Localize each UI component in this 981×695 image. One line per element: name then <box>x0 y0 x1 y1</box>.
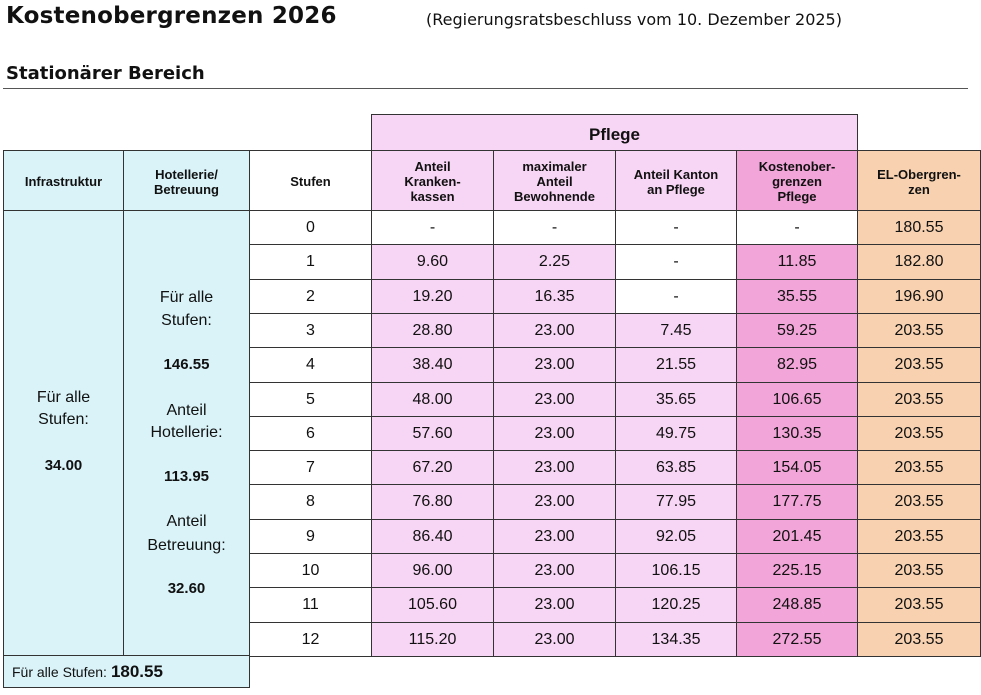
anteil-kanton-cell: 35.65 <box>615 382 737 417</box>
max-bewohnende-cell: 23.00 <box>493 484 616 520</box>
header-hotellerie-line: Betreuung <box>154 181 219 197</box>
header-kostenobergrenzen-line: Pflege <box>777 189 817 204</box>
hotellerie-merged-cell <box>123 210 250 656</box>
anteil-kanton-cell: - <box>615 279 737 314</box>
max-bewohnende-cell: 23.00 <box>493 416 616 451</box>
stufe-cell: 11 <box>249 587 372 623</box>
header-kostenobergrenzen-line: grenzen <box>772 174 822 189</box>
header-anteil-kanton <box>615 150 737 211</box>
kostenobergrenze-cell: 130.35 <box>736 416 858 451</box>
max-bewohnende-cell: 23.00 <box>493 347 616 383</box>
stufe-cell: 1 <box>249 244 372 280</box>
anteil-kanton-cell: 7.45 <box>615 313 737 348</box>
kostenobergrenze-cell: 225.15 <box>736 553 858 588</box>
infrastruktur-text-line: Für alle <box>36 389 91 406</box>
anteil-kanton-cell: 21.55 <box>615 347 737 383</box>
max-bewohnende-cell: 23.00 <box>493 382 616 417</box>
header-infrastruktur: Infrastruktur <box>3 150 124 211</box>
betreuung-share-value: 32.60 <box>167 580 206 597</box>
stufe-cell: 0 <box>249 210 372 245</box>
anteil-kanton-cell: 120.25 <box>615 587 737 623</box>
anteil-kk-cell: 19.20 <box>371 279 494 314</box>
hotellerie-text-line: Betreuung: <box>147 537 226 554</box>
max-bewohnende-cell: 23.00 <box>493 587 616 623</box>
max-bewohnende-cell: 23.00 <box>493 450 616 485</box>
anteil-kk-cell: 28.80 <box>371 313 494 348</box>
anteil-kk-cell: - <box>371 210 494 245</box>
anteil-kanton-cell: 49.75 <box>615 416 737 451</box>
anteil-kk-cell: 86.40 <box>371 519 494 554</box>
footer-label: Für alle Stufen: <box>12 663 107 680</box>
anteil-kanton-cell: - <box>615 210 737 245</box>
stufe-cell: 8 <box>249 484 372 520</box>
header-kostenobergrenzen-pflege <box>736 150 858 211</box>
kostenobergrenze-cell: 59.25 <box>736 313 858 348</box>
el-obergrenze-cell: 196.90 <box>857 279 981 314</box>
header-anteil-krankenkassen-line: kassen <box>410 189 455 204</box>
hotellerie-text-line: Für alle <box>159 289 214 306</box>
el-obergrenze-cell: 203.55 <box>857 416 981 451</box>
header-max-bewohnende-line: Bewohnende <box>514 189 595 204</box>
stufe-cell: 3 <box>249 313 372 348</box>
stufe-cell: 6 <box>249 416 372 451</box>
el-obergrenze-cell: 203.55 <box>857 450 981 485</box>
header-el-obergrenzen-line: zen <box>908 181 930 197</box>
kostenobergrenze-cell: 106.65 <box>736 382 858 417</box>
section-heading: Stationärer Bereich <box>6 63 205 84</box>
header-el-obergrenzen <box>857 150 981 211</box>
max-bewohnende-cell: 23.00 <box>493 313 616 348</box>
stufe-cell: 12 <box>249 622 372 657</box>
kostenobergrenze-cell: 272.55 <box>736 622 858 657</box>
hotellerie-share-value: 113.95 <box>163 468 210 485</box>
el-obergrenze-cell: 180.55 <box>857 210 981 245</box>
anteil-kanton-cell: 134.35 <box>615 622 737 657</box>
infrastruktur-value: 34.00 <box>44 457 83 474</box>
max-bewohnende-cell: - <box>493 210 616 245</box>
max-bewohnende-cell: 23.00 <box>493 622 616 657</box>
hotellerie-text-line: Hotellerie: <box>150 424 223 441</box>
section-divider <box>3 88 968 89</box>
header-el-obergrenzen-line: EL-Obergren- <box>877 166 961 182</box>
header-max-bewohnende-line: Anteil <box>536 174 573 189</box>
anteil-kanton-cell: 92.05 <box>615 519 737 554</box>
header-maximaler-anteil-bewohnende <box>493 150 616 211</box>
header-anteil-kanton-line: Anteil Kanton <box>633 166 719 182</box>
el-obergrenze-cell: 203.55 <box>857 587 981 623</box>
anteil-kk-cell: 96.00 <box>371 553 494 588</box>
el-obergrenze-cell: 203.55 <box>857 622 981 657</box>
anteil-kk-cell: 105.60 <box>371 587 494 623</box>
max-bewohnende-cell: 23.00 <box>493 519 616 554</box>
el-obergrenze-cell: 203.55 <box>857 382 981 417</box>
stufe-cell: 9 <box>249 519 372 554</box>
anteil-kk-cell: 67.20 <box>371 450 494 485</box>
el-obergrenze-cell: 182.80 <box>857 244 981 280</box>
stufe-cell: 2 <box>249 279 372 314</box>
el-obergrenze-cell: 203.55 <box>857 519 981 554</box>
infrastruktur-text-line: Stufen: <box>38 411 89 428</box>
anteil-kk-cell: 48.00 <box>371 382 494 417</box>
max-bewohnende-cell: 2.25 <box>493 244 616 280</box>
header-max-bewohnende-line: maximaler <box>522 159 587 174</box>
header-anteil-krankenkassen <box>371 150 494 211</box>
header-anteil-krankenkassen-line: Kranken- <box>404 174 461 189</box>
stufe-cell: 4 <box>249 347 372 383</box>
header-kostenobergrenzen-line: Kostenober- <box>758 159 836 174</box>
max-bewohnende-cell: 16.35 <box>493 279 616 314</box>
header-anteil-kanton-line: an Pflege <box>647 181 705 197</box>
anteil-kk-cell: 57.60 <box>371 416 494 451</box>
kostenobergrenze-cell: 248.85 <box>736 587 858 623</box>
anteil-kanton-cell: 77.95 <box>615 484 737 520</box>
kostenobergrenze-cell: 82.95 <box>736 347 858 383</box>
footer-total <box>3 655 250 688</box>
page-title: Kostenobergrenzen 2026 <box>6 3 337 29</box>
header-hotellerie-line: Hotellerie/ <box>155 166 218 182</box>
stufe-cell: 10 <box>249 553 372 588</box>
kostenobergrenze-cell: 154.05 <box>736 450 858 485</box>
anteil-kk-cell: 38.40 <box>371 347 494 383</box>
el-obergrenze-cell: 203.55 <box>857 347 981 383</box>
footer-value: 180.55 <box>110 661 163 681</box>
stufe-cell: 5 <box>249 382 372 417</box>
kostenobergrenze-cell: - <box>736 210 858 245</box>
hotellerie-text-line: Stufen: <box>161 312 212 329</box>
anteil-kk-cell: 9.60 <box>371 244 494 280</box>
page-subtitle: (Regierungsratsbeschluss vom 10. Dezember 2025) <box>426 10 842 29</box>
anteil-kanton-cell: 63.85 <box>615 450 737 485</box>
kostenobergrenze-cell: 35.55 <box>736 279 858 314</box>
hotellerie-text-line: Anteil <box>166 513 207 530</box>
anteil-kanton-cell: - <box>615 244 737 280</box>
stufe-cell: 7 <box>249 450 372 485</box>
anteil-kanton-cell: 106.15 <box>615 553 737 588</box>
infrastruktur-merged-cell <box>3 210 124 656</box>
hotellerie-total-value: 146.55 <box>163 356 210 373</box>
header-anteil-krankenkassen-line: Anteil <box>414 159 451 174</box>
anteil-kk-cell: 76.80 <box>371 484 494 520</box>
hotellerie-text-line: Anteil <box>166 402 207 419</box>
care-group-header: Pflege <box>371 114 858 151</box>
el-obergrenze-cell: 203.55 <box>857 313 981 348</box>
el-obergrenze-cell: 203.55 <box>857 484 981 520</box>
kostenobergrenze-cell: 177.75 <box>736 484 858 520</box>
header-stufen: Stufen <box>249 150 372 211</box>
header-hotellerie <box>123 150 250 211</box>
el-obergrenze-cell: 203.55 <box>857 553 981 588</box>
max-bewohnende-cell: 23.00 <box>493 553 616 588</box>
anteil-kk-cell: 115.20 <box>371 622 494 657</box>
kostenobergrenze-cell: 201.45 <box>736 519 858 554</box>
kostenobergrenze-cell: 11.85 <box>736 244 858 280</box>
